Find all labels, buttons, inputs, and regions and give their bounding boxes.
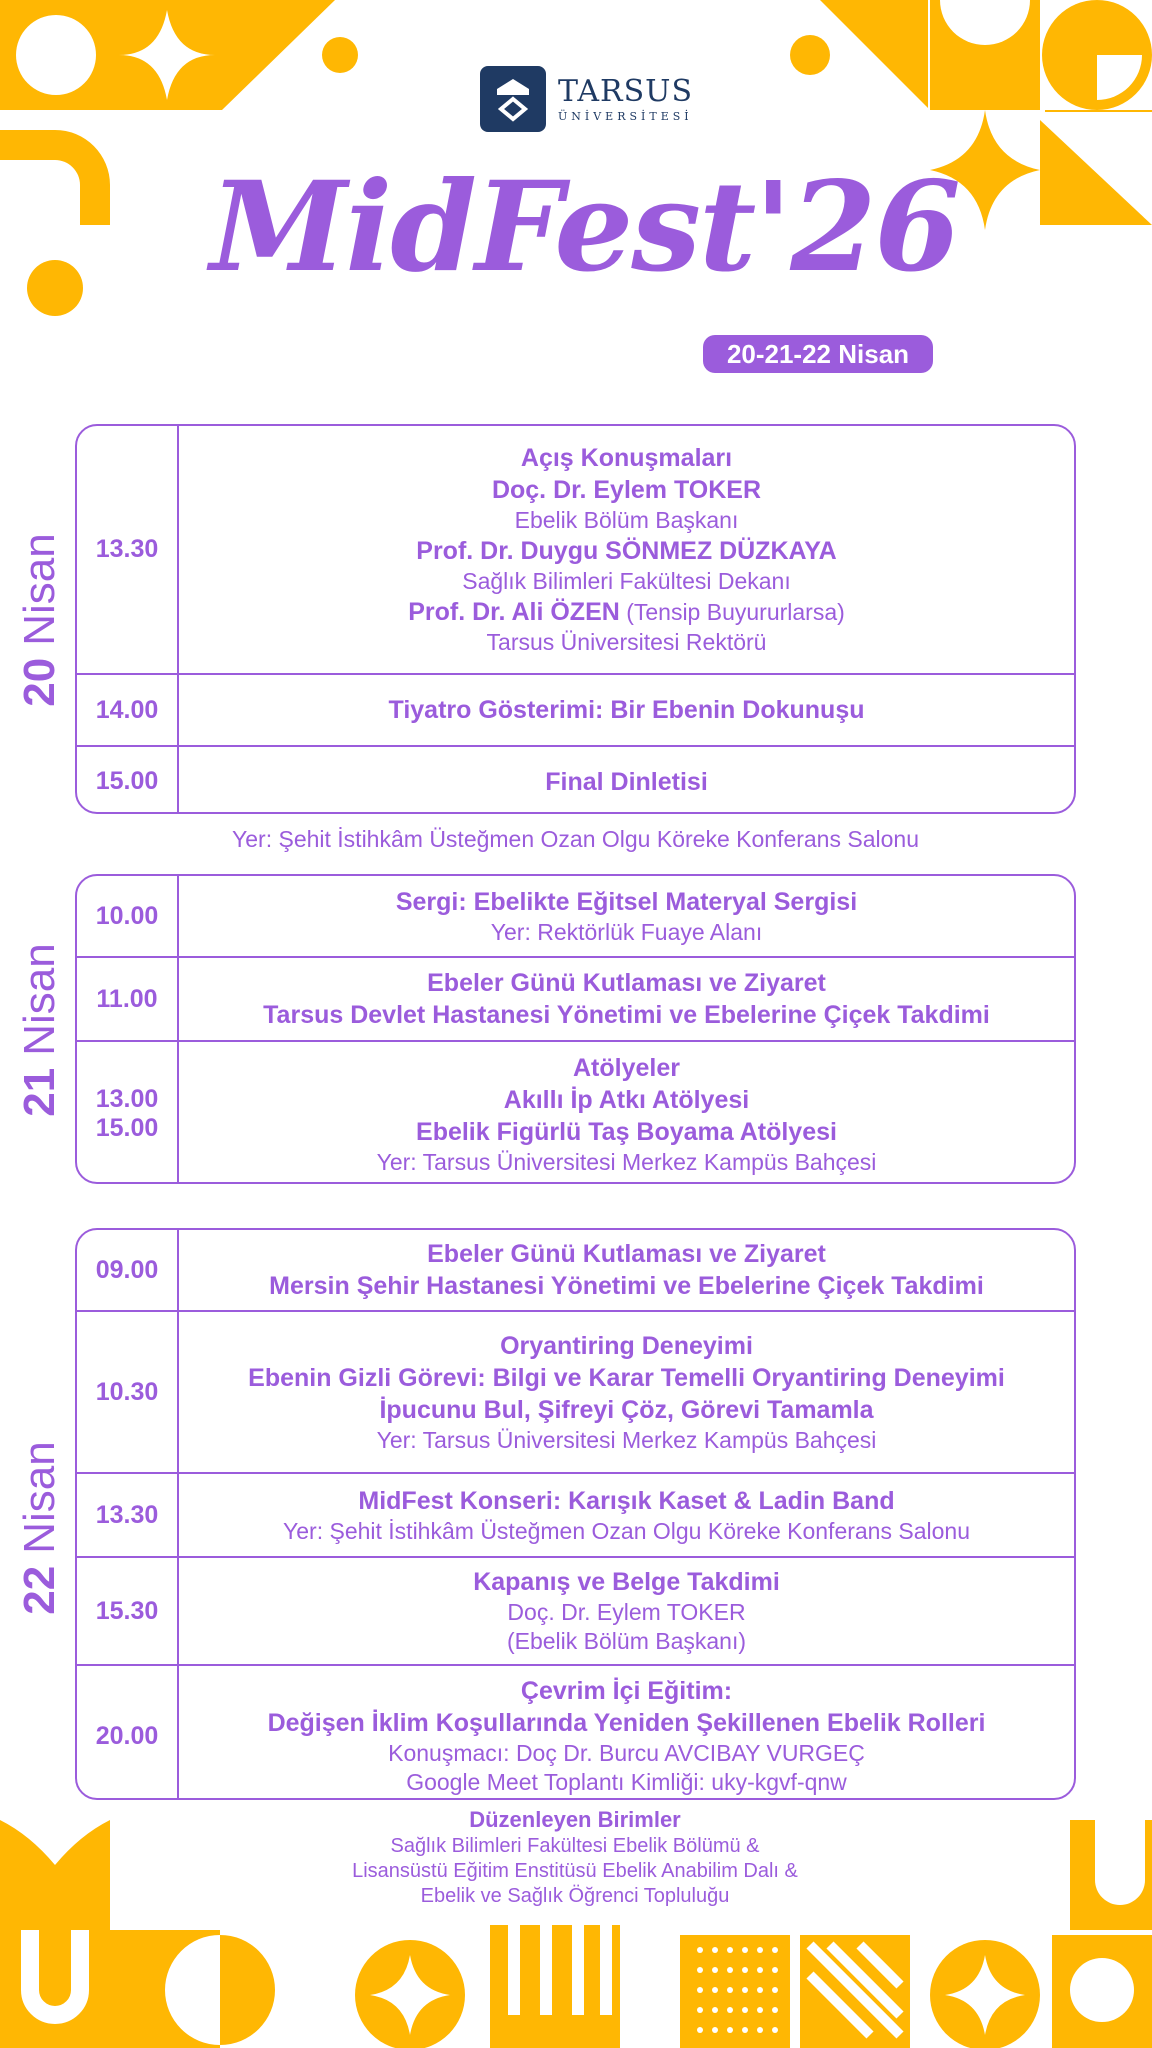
organizers-heading: Düzenleyen Birimler [469, 1807, 681, 1832]
schedule-day-20 [75, 424, 1076, 814]
schedule-row [77, 745, 1074, 814]
schedule-row [77, 426, 1074, 673]
session-time: 10.30 [77, 1312, 179, 1472]
logo-subtitle: ÜNİVERSİTESİ [558, 109, 693, 123]
day-label-22: 22 Nisan [15, 1441, 64, 1615]
schedule-row [77, 1556, 1074, 1664]
organizer-line: Ebelik ve Sağlık Öğrenci Topluluğu [420, 1885, 730, 1907]
organizers [200, 1806, 950, 1909]
university-logo [480, 66, 693, 132]
session-time: 11.00 [77, 958, 179, 1040]
schedule-row [77, 1664, 1074, 1800]
university-emblem-icon [480, 66, 546, 132]
session-details: Oryantiring Deneyimi Ebenin Gizli Görevi: Bilgi ve Karar Temelli Oryantiring Deneyimi İpucunu Bul, Şifreyi Çöz, Görevi Tamamla Yer: Tarsus Üniversitesi Merkez Kampüs Bahçesi [248, 1331, 1005, 1453]
organizer-line: Sağlık Bilimleri Fakültesi Ebelik Bölümü & [390, 1835, 760, 1857]
schedule-row [77, 1310, 1074, 1472]
logo-name: TARSUS [558, 73, 694, 109]
session-time: 20.00 [77, 1666, 179, 1800]
session-details: Ebeler Günü Kutlaması ve Ziyaret Mersin Şehir Hastanesi Yönetimi ve Ebelerine Çiçek Takdimi [269, 1240, 984, 1300]
schedule-row [77, 1472, 1074, 1556]
session-details: Çevrim İçi Eğitim: Değişen İklim Koşullarında Yeniden Şekillenen Ebelik Rolleri Konuşmacı: Doç Dr. Burcu AVCIBAY VURGEÇ Google Meet Toplantı Kimliği: uky-kgvf-qnw [267, 1677, 986, 1795]
session-details: MidFest Konseri: Karışık Kaset & Ladin Band Yer: Şehit İstihkâm Üsteğmen Ozan Olgu Köreke Konferans Salonu [283, 1486, 970, 1544]
session-time: 15.00 [77, 747, 179, 814]
day-label-21: 21 Nisan [15, 943, 64, 1117]
event-title: MidFest'26 [210, 155, 959, 300]
schedule-row [77, 876, 1074, 956]
event-dates-badge: 20-21-22 Nisan [703, 335, 933, 373]
day-20-venue: Yer: Şehit İstihkâm Üsteğmen Ozan Olgu Köreke Konferans Salonu [232, 826, 919, 852]
schedule-day-22 [75, 1228, 1076, 1800]
session-time: 13.00 15.00 [77, 1042, 179, 1184]
session-details: Açış Konuşmaları Doç. Dr. Eylem TOKER Ebelik Bölüm Başkanı Prof. Dr. Duygu SÖNMEZ DÜZKAYA Sağlık Bilimleri Fakültesi Dekanı Prof. Dr. Ali ÖZEN (Tensip Buyururlarsa) Tarsus Üniversitesi Rektörü [408, 444, 845, 655]
session-details: Kapanış ve Belge Takdimi Doç. Dr. Eylem TOKER (Ebelik Bölüm Başkanı) [473, 1568, 780, 1654]
schedule-row [77, 956, 1074, 1040]
day-label-20: 20 Nisan [15, 533, 64, 707]
session-time: 10.00 [77, 876, 179, 956]
session-time: 09.00 [77, 1230, 179, 1310]
session-details: Sergi: Ebelikte Eğitsel Materyal Sergisi Yer: Rektörlük Fuaye Alanı [395, 887, 858, 945]
session-details: Tiyatro Gösterimi: Bir Ebenin Dokunuşu [388, 696, 865, 724]
schedule-row [77, 673, 1074, 745]
schedule-row [77, 1040, 1074, 1184]
session-time: 13.30 [77, 1474, 179, 1556]
schedule-row [77, 1230, 1074, 1310]
session-details: Ebeler Günü Kutlaması ve Ziyaret Tarsus Devlet Hastanesi Yönetimi ve Ebelerine Çiçek Takdimi [263, 969, 990, 1029]
session-time: 14.00 [77, 675, 179, 745]
schedule-day-21 [75, 874, 1076, 1184]
organizer-line: Lisansüstü Eğitim Enstitüsü Ebelik Anabilim Dalı & [352, 1860, 798, 1882]
session-time: 15.30 [77, 1558, 179, 1664]
session-details: Atölyeler Akıllı İp Atkı Atölyesi Ebelik Figürlü Taş Boyama Atölyesi Yer: Tarsus Üniversitesi Merkez Kampüs Bahçesi [376, 1053, 877, 1175]
session-time: 13.30 [77, 426, 179, 673]
session-details: Final Dinletisi [545, 767, 708, 796]
